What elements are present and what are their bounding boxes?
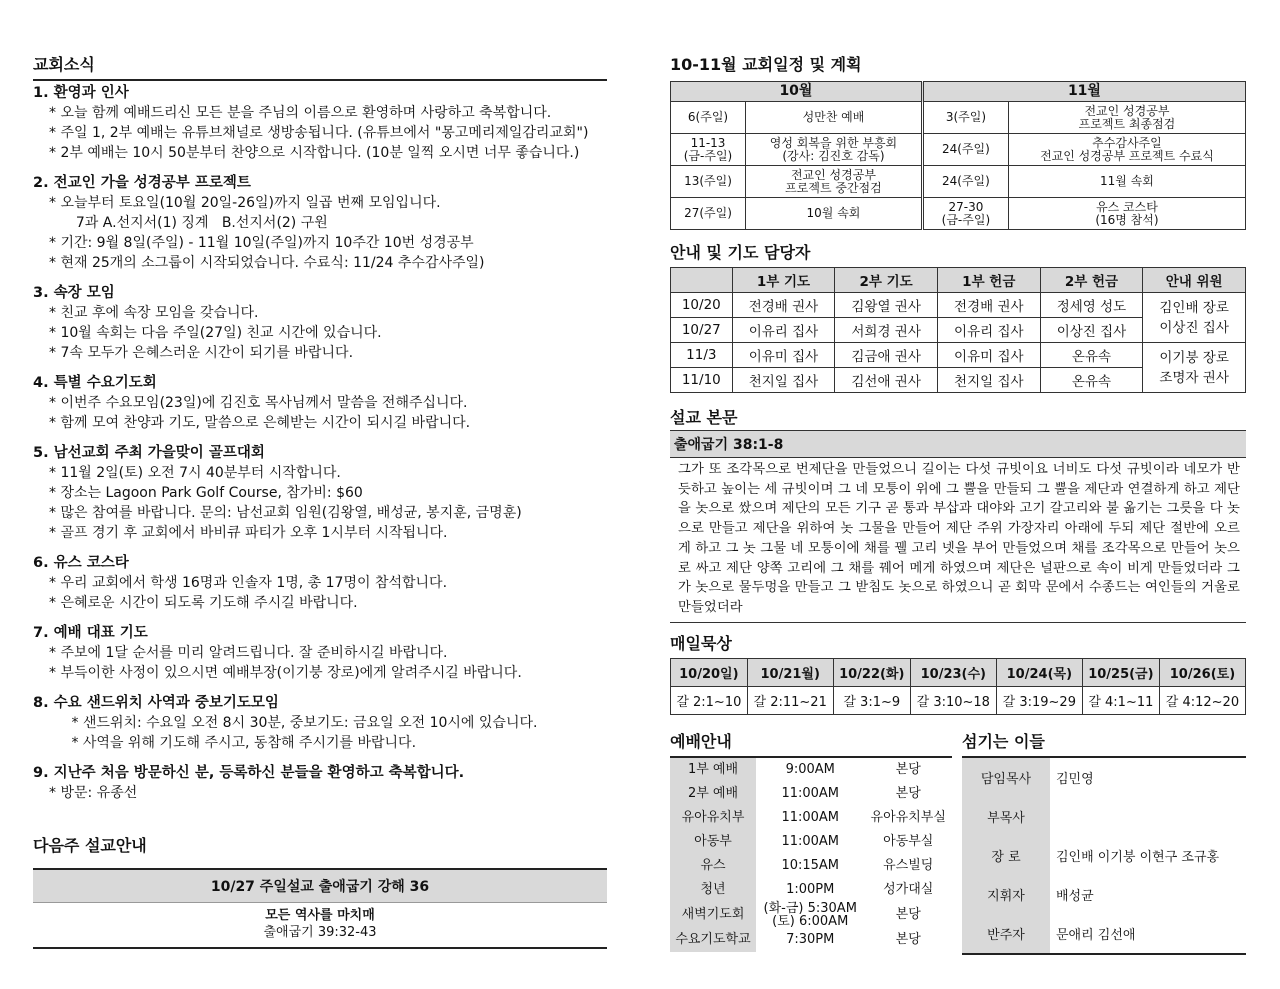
worship-name: 새벽기도회: [670, 902, 756, 928]
worship-time: 7:30PM: [786, 932, 835, 948]
daily-day: 10/21월): [747, 658, 833, 686]
staff-role: 부목사: [962, 797, 1050, 836]
duty-row: [671, 343, 1246, 368]
news-line: * 사역을 위해 기도해 주시고, 동참해 주시기를 바랍니다.: [67, 735, 417, 751]
sermon-text: 그가 또 조각목으로 번제단을 만들었으니 길이는 다섯 규빗이요 너비도 다섯 규빗이라 네모가 반듯하고 높이는 세 규빗이며 그 네 모퉁이 위에 그 뿔을 만들되 그 뿔을 제단과 연결하게 하고 제단을 놋으로 쌌으며 제단의 모든 기구 곧 통과 부삽과 대야와 고기 갈고리와 불 옮기는 그릇을 다 놋으로 만들고 제단을 위하여 놋 그물을 만들어 제단 주위 가장자리 아래에 두되 제단 절반에 오르게 하고 그 놋 그물 네 모퉁이에 채를 꿸 고리 넷을 부어 만들었으며 채를 조각목으로 만들어 놋으로 싸고 제단 양쪽 고리에 그 채를 꿰어 메게 하였으며 제단은 널판으로 속이 비게 만들었더라 그가 놋으로 물두멍을 만들고 그 받침도 놋으로 하였으니 곧 회막 문에서 수종드는 여인들의 거울로 만들었더라: [670, 458, 1246, 623]
worship-name: 유스: [670, 854, 756, 878]
section-gap: [33, 543, 607, 553]
duty-cell-date: 10/20: [671, 293, 733, 318]
schedule-nov-date: 24(주일): [922, 166, 1008, 198]
schedule-row: [671, 134, 1246, 166]
duty-cell-o1: 전경배 권사: [937, 293, 1040, 318]
news-line: * 은혜로운 시간이 되도록 기도해 주시길 바랍니다.: [49, 595, 358, 611]
duty-cell-p1: 이유미 집사: [732, 343, 835, 368]
duty-header: [671, 268, 733, 293]
worship-time: 11:00AM: [781, 810, 840, 826]
staff-role: 장 로: [962, 836, 1050, 875]
news-line: * 10월 속회는 다음 주일(27일) 친교 시간에 있습니다.: [49, 325, 382, 341]
right-column: [670, 52, 1246, 955]
schedule-oct-event: 성만찬 예배: [746, 102, 923, 134]
daily-day: 10/22(화): [833, 658, 910, 686]
section-gap: [33, 613, 607, 623]
schedule-title: 10-11월 교회일정 및 계획: [670, 55, 862, 74]
worship-name: 수요기도학교: [670, 928, 756, 952]
daily-ref: 갈 3:19~29: [996, 686, 1082, 714]
news-line: * 친교 후에 속장 모임을 갖습니다.: [49, 305, 259, 321]
staff-names: 배성균: [1056, 888, 1094, 904]
duty-cell-date: 10/27: [671, 318, 733, 343]
duty-cell-p1: 이유리 집사: [732, 318, 835, 343]
schedule-body: [671, 102, 1246, 230]
next-sermon-body: [33, 903, 607, 949]
staff-row: [962, 875, 1246, 914]
daily-ref: 갈 3:1~9: [833, 686, 910, 714]
daily-days-row: [671, 658, 1246, 686]
news-line: * 우리 교회에서 학생 16명과 인솔자 1명, 총 17명이 참석합니다.: [49, 575, 448, 591]
news-heading: 3. 속장 모임: [33, 285, 115, 301]
news-line: 7과 A.선지서(1) 징계 B.선지서(2) 구원: [67, 215, 328, 231]
schedule-oct-date: 13(주일): [671, 166, 746, 198]
schedule-nov-date: 24(주일): [922, 134, 1008, 166]
duty-header: 2부 기도: [835, 268, 938, 293]
news-heading: 6. 유스 코스타: [33, 555, 129, 571]
worship-place: 유아유치부실: [870, 810, 946, 826]
schedule-nov-date: 27-30 (금-주일): [922, 198, 1008, 230]
news-line: * 장소는 Lagoon Park Golf Course, 참가비: $60: [49, 485, 363, 501]
duty-table: [670, 267, 1246, 393]
daily-day: 10/24(목): [996, 658, 1082, 686]
duty-cell-p2: 서희경 권사: [835, 318, 938, 343]
sermon-title: 설교 본문: [670, 408, 738, 427]
schedule-oct-header: 10월: [671, 82, 923, 102]
next-sermon-head: 10/27 주일설교 출애굽기 강해 36: [33, 870, 607, 903]
news-heading: 8. 수요 샌드위치 사역과 중보기도모임: [33, 695, 279, 711]
schedule-oct-date: 11-13 (금-주일): [671, 134, 746, 166]
worship-place: 성가대실: [883, 882, 934, 898]
duty-cell-p1: 천지일 집사: [732, 368, 835, 393]
staff-names: [1050, 797, 1246, 836]
duty-cell-date: 11/10: [671, 368, 733, 393]
staff-row: [962, 914, 1246, 954]
schedule-nov-date: 3(주일): [922, 102, 1008, 134]
worship-time: (화-금) 5:30AM (토) 6:00AM: [763, 900, 857, 929]
worship-block: [670, 729, 952, 955]
worship-row: [670, 928, 952, 952]
duty-cell-o1: 천지일 집사: [937, 368, 1040, 393]
section-gap: [33, 273, 607, 283]
next-sermon-title: 다음주 설교안내: [33, 836, 147, 855]
duty-cell-p2: 김선애 권사: [835, 368, 938, 393]
schedule-nov-header: 11월: [922, 82, 1245, 102]
duty-header: 2부 헌금: [1040, 268, 1143, 293]
church-news-column: [33, 52, 607, 949]
staff-table: [962, 758, 1246, 955]
worship-title: 예배안내: [670, 729, 952, 758]
worship-name: 1부 예배: [670, 758, 756, 782]
daily-refs-row: [671, 686, 1246, 714]
schedule-nov-event: 유스 코스타 (16명 참석): [1008, 198, 1245, 230]
daily-ref: 갈 3:10~18: [910, 686, 996, 714]
schedule-table: [670, 81, 1246, 230]
staff-title: 섬기는 이들: [962, 729, 1246, 758]
staff-row: [962, 797, 1246, 836]
duty-cell-p2: 김왕열 권사: [835, 293, 938, 318]
duty-cell-date: 11/3: [671, 343, 733, 368]
duty-body: [671, 293, 1246, 393]
schedule-nov-event: 전교인 성경공부 프로젝트 최종점검: [1008, 102, 1245, 134]
daily-day: 10/23(수): [910, 658, 996, 686]
staff-role: 지휘자: [962, 875, 1050, 914]
news-heading: 2. 전교인 가을 성경공부 프로젝트: [33, 175, 251, 191]
schedule-oct-event: 전교인 성경공부 프로젝트 중간점검: [746, 166, 923, 198]
worship-place: 아동부실: [883, 834, 934, 850]
worship-time: 11:00AM: [781, 834, 840, 850]
schedule-row: [671, 102, 1246, 134]
worship-place: 본당: [895, 786, 921, 802]
schedule-oct-date: 27(주일): [671, 198, 746, 230]
section-gap: [33, 363, 607, 373]
duty-header: 1부 기도: [732, 268, 835, 293]
news-line: * 11월 2일(토) 오전 7시 40분부터 시작합니다.: [49, 465, 341, 481]
staff-row: [962, 836, 1246, 875]
duty-cell-p1: 전경배 권사: [732, 293, 835, 318]
worship-time: 9:00AM: [785, 762, 835, 778]
schedule-nov-event: 추수감사주일 전교인 성경공부 프로젝트 수료식: [1008, 134, 1245, 166]
staff-row: [962, 758, 1246, 797]
news-line: * 방문: 유종선: [49, 785, 138, 801]
section-gap: [33, 753, 607, 763]
section-gap: [33, 163, 607, 173]
daily-day: 10/26(토): [1159, 658, 1245, 686]
worship-place: 본당: [895, 932, 921, 948]
church-news-title: 교회소식: [33, 52, 607, 81]
worship-row: [670, 830, 952, 854]
staff-role: 담임목사: [962, 758, 1050, 797]
staff-block: [962, 729, 1246, 955]
news-line: * 부득이한 사정이 있으시면 예배부장(이기붕 장로)에게 알려주시길 바랍니다.: [49, 665, 522, 681]
daily-ref: 갈 4:12~20: [1159, 686, 1245, 714]
next-sermon-box: [33, 868, 607, 949]
news-line: * 이번주 수요모임(23일)에 김진호 목사님께서 말씀을 전해주십니다.: [49, 395, 468, 411]
worship-name: 2부 예배: [670, 782, 756, 806]
news-line: * 주일 1, 2부 예배는 유튜브채널로 생방송됩니다. (유튜브에서 "몽고메리제일감리교회"): [49, 125, 589, 141]
news-heading: 7. 예배 대표 기도: [33, 625, 148, 641]
next-sermon-scripture: 출애굽기 39:32-43: [263, 925, 377, 940]
news-line: * 7속 모두가 은혜스러운 시간이 되기를 바랍니다.: [49, 345, 354, 361]
news-sections: [33, 83, 607, 803]
duty-cell-o2: 온유속: [1040, 343, 1143, 368]
news-heading: 1. 환영과 인사: [33, 85, 129, 101]
worship-row: [670, 854, 952, 878]
schedule-oct-event: 10월 속회: [746, 198, 923, 230]
duty-cell-o1: 이유미 집사: [937, 343, 1040, 368]
worship-place: 본당: [895, 762, 921, 778]
section-gap: [33, 683, 607, 693]
duty-cell-p2: 김금애 권사: [835, 343, 938, 368]
news-line: * 골프 경기 후 교회에서 바비큐 파티가 오후 1시부터 시작됩니다.: [49, 525, 448, 541]
staff-names: 김인배 이기붕 이현구 조규홍: [1056, 849, 1220, 865]
worship-row: [670, 758, 952, 782]
duty-cell-o2: 정세영 성도: [1040, 293, 1143, 318]
news-line: * 현재 25개의 소그룹이 시작되었습니다. 수료식: 11/24 추수감사주일): [49, 255, 485, 271]
news-line: * 기간: 9월 8일(주일) - 11월 10일(주일)까지 10주간 10번 성경공부: [49, 235, 474, 251]
worship-table: [670, 758, 952, 952]
duty-title: 안내 및 기도 담당자: [670, 243, 811, 262]
bottom-row: [670, 729, 1246, 955]
daily-ref: 갈 2:1~10: [671, 686, 748, 714]
news-line: * 주보에 1달 순서를 미리 알려드립니다. 잘 준비하시길 바랍니다.: [49, 645, 448, 661]
news-line: * 많은 참여를 바랍니다. 문의: 남선교회 임원(김왕열, 배성균, 봉지훈, 금명훈): [49, 505, 522, 521]
worship-time: 10:15AM: [781, 858, 840, 874]
worship-row: [670, 806, 952, 830]
next-sermon-name: 모든 역사를 마치매: [265, 908, 375, 923]
news-line: * 오늘부터 토요일(10월 20일-26일)까지 일곱 번째 모임입니다.: [49, 195, 441, 211]
worship-row: [670, 782, 952, 806]
duty-cell-o1: 이유리 집사: [937, 318, 1040, 343]
worship-name: 아동부: [670, 830, 756, 854]
worship-time: 1:00PM: [786, 882, 835, 898]
daily-ref: 갈 4:1~11: [1082, 686, 1159, 714]
worship-name: 유아유치부: [670, 806, 756, 830]
news-heading: 9. 지난주 처음 방문하신 분, 등록하신 분들을 환영하고 축복합니다.: [33, 765, 465, 781]
usher-cell: 김인배 장로 이상진 집사: [1143, 293, 1246, 343]
news-heading: 5. 남선교회 주최 가을맞이 골프대회: [33, 445, 265, 461]
news-line: * 오늘 함께 예배드리신 모든 분을 주님의 이름으로 환영하며 사랑하고 축복합니다.: [49, 105, 552, 121]
daily-ref: 갈 2:11~21: [747, 686, 833, 714]
news-line: * 함께 모여 찬양과 기도, 말씀으로 은혜받는 시간이 되시길 바랍니다.: [49, 415, 471, 431]
schedule-row: [671, 198, 1246, 230]
worship-place: 본당: [895, 907, 921, 923]
daily-table: [670, 658, 1246, 715]
duty-cell-o2: 온유속: [1040, 368, 1143, 393]
usher-cell: 이기붕 장로 조명자 권사: [1143, 343, 1246, 393]
duty-header: 안내 위원: [1143, 268, 1246, 293]
section-gap: [33, 433, 607, 443]
news-line: * 2부 예배는 10시 50분부터 찬양으로 시작합니다. (10분 일찍 오시면 너무 좋습니다.): [49, 145, 580, 161]
duty-cell-o2: 이상진 집사: [1040, 318, 1143, 343]
schedule-oct-event: 영성 회복을 위한 부흥회 (강사: 김진호 감독): [746, 134, 923, 166]
sermon-ref: 출애굽기 38:1-8: [670, 430, 1246, 458]
daily-day: 10/25(금): [1082, 658, 1159, 686]
staff-names: 문애리 김선애: [1056, 927, 1136, 943]
schedule-oct-date: 6(주일): [671, 102, 746, 134]
schedule-nov-event: 11월 속회: [1008, 166, 1245, 198]
duty-header-row: [671, 268, 1246, 293]
schedule-row: [671, 166, 1246, 198]
worship-name: 청년: [670, 878, 756, 902]
worship-time: 11:00AM: [781, 786, 840, 802]
duty-row: [671, 293, 1246, 318]
news-heading: 4. 특별 수요기도회: [33, 375, 157, 391]
daily-day: 10/20일): [671, 658, 748, 686]
worship-row: [670, 902, 952, 928]
news-line: * 샌드위치: 수요일 오전 8시 30분, 중보기도: 금요일 오전 10시에 있습니다.: [67, 715, 538, 731]
duty-header: 1부 헌금: [937, 268, 1040, 293]
worship-place: 유스빌딩: [883, 858, 934, 874]
staff-names: 김민영: [1056, 771, 1094, 787]
worship-row: [670, 878, 952, 902]
staff-role: 반주자: [962, 914, 1050, 954]
daily-title: 매일묵상: [670, 633, 732, 653]
